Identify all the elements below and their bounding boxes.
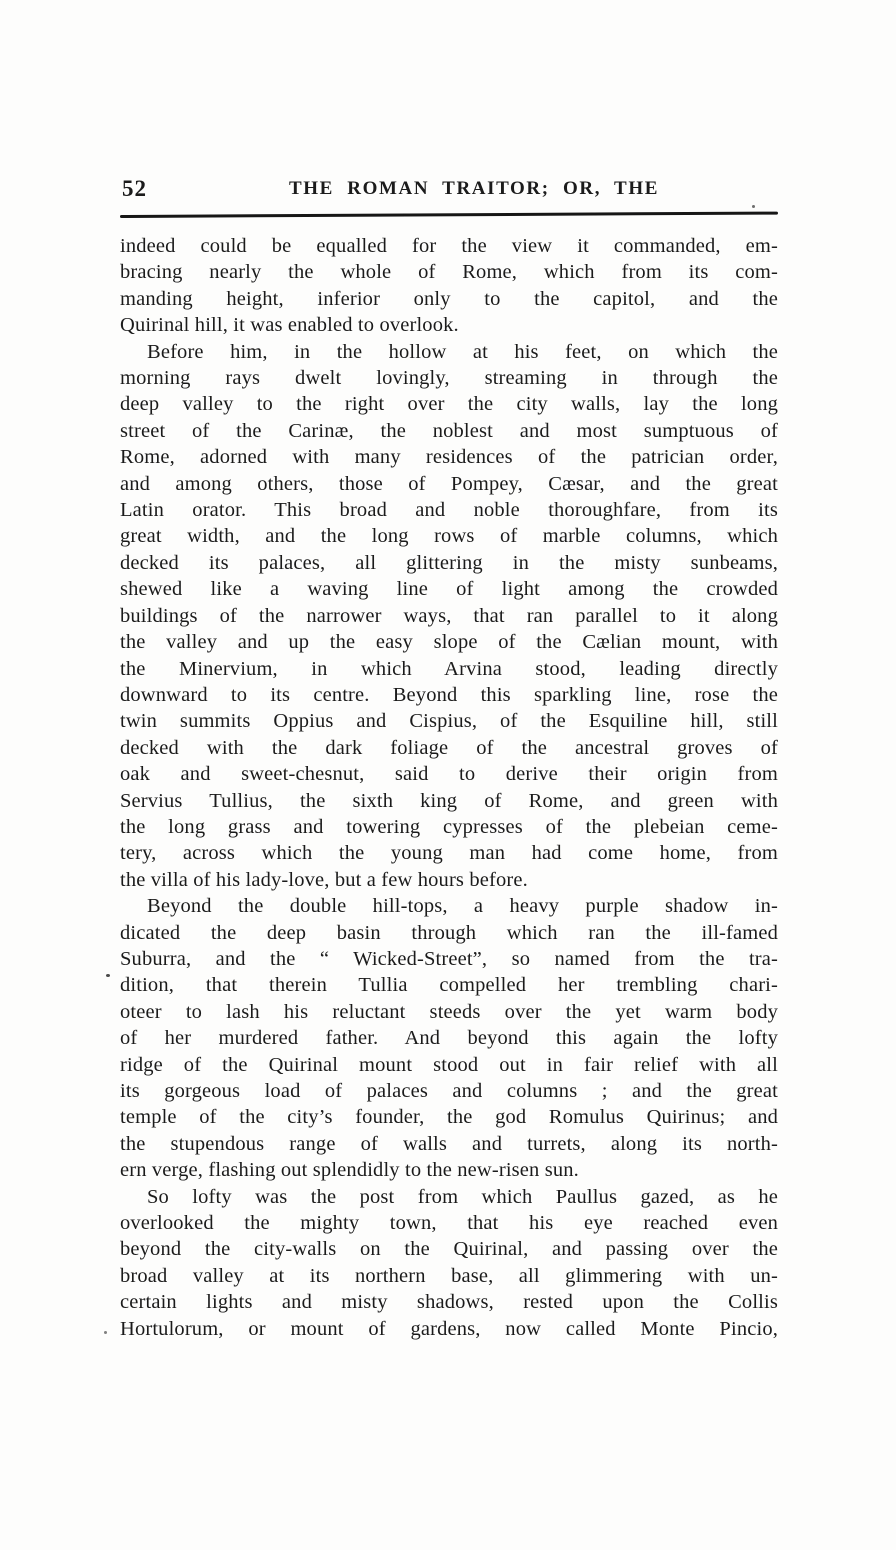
text-line: bracing nearly the whole of Rome, which from its com- — [120, 261, 778, 284]
page-body — [120, 233, 778, 1342]
text-line: manding height, inferior only to the capitol, and the — [120, 287, 778, 310]
text-line: Before him, in the hollow at his feet, on which the — [147, 340, 778, 363]
text-line: of her murdered father. And beyond this again the lofty — [120, 1027, 778, 1050]
text-line: Rome, adorned with many residences of the patrician order, — [120, 446, 778, 469]
text-line: decked its palaces, all glittering in the misty sunbeams, — [120, 551, 778, 574]
text-line: Quirinal hill, it was enabled to overlook. — [120, 314, 459, 337]
text-line: dicated the deep basin through which ran the ill-famed — [120, 921, 778, 944]
text-line: oteer to lash his reluctant steeds over the yet warm body — [120, 1000, 778, 1023]
text-line: morning rays dwelt lovingly, streaming in through the — [120, 367, 778, 390]
text-line: the stupendous range of walls and turrets, along its north- — [120, 1132, 778, 1155]
text-line: and among others, those of Pompey, Cæsar, and the great — [120, 472, 778, 495]
text-line: great width, and the long rows of marble columns, which — [120, 525, 778, 548]
text-line: dition, that therein Tullia compelled her trembling chari- — [120, 974, 778, 997]
text-line: ern verge, flashing out splendidly to the new-risen sun. — [120, 1159, 579, 1182]
text-line: Hortulorum, or mount of gardens, now called Monte Pincio, — [120, 1317, 778, 1340]
text-line: temple of the city’s founder, the god Romulus Quirinus; and — [120, 1106, 778, 1129]
text-line: overlooked the mighty town, that his eye reached even — [120, 1212, 778, 1235]
text-line: Latin orator. This broad and noble thoroughfare, from its — [120, 499, 778, 522]
text-line: shewed like a waving line of light among the crowded — [120, 578, 778, 601]
text-line: certain lights and misty shadows, rested upon the Collis — [120, 1291, 778, 1314]
text-line: decked with the dark foliage of the ancestral groves of — [120, 736, 778, 759]
text-line: street of the Carinæ, the noblest and most sumptuous of — [120, 419, 778, 442]
page-number: 52 — [122, 176, 147, 201]
text-line: the Minervium, in which Arvina stood, leading directly — [120, 657, 778, 680]
text-line: broad valley at its northern base, all glimmering with un- — [120, 1264, 778, 1287]
text-line: downward to its centre. Beyond this sparkling line, rose the — [120, 683, 778, 706]
text-line: twin summits Oppius and Cispius, of the Esquiline hill, still — [120, 710, 778, 733]
text-line: oak and sweet-chesnut, said to derive their origin from — [120, 763, 778, 786]
text-line: the long grass and towering cypresses of the plebeian ceme- — [120, 815, 778, 838]
text-line: beyond the city-walls on the Quirinal, and passing over the — [120, 1238, 778, 1261]
scan-artifact — [752, 205, 755, 208]
book-page — [120, 0, 778, 1342]
text-line: indeed could be equalled for the view it commanded, em- — [120, 235, 778, 257]
header-rule — [120, 212, 778, 218]
text-line: the valley and up the easy slope of the Cælian mount, with — [120, 631, 778, 654]
text-line: its gorgeous load of palaces and columns ; and the great — [120, 1080, 778, 1102]
text-line: Beyond the double hill-tops, a heavy purple shadow in- — [147, 895, 778, 918]
running-title: THE ROMAN TRAITOR; OR, THE — [289, 178, 659, 199]
page-header — [120, 176, 778, 206]
text-line: deep valley to the right over the city walls, lay the long — [120, 393, 778, 416]
text-line: buildings of the narrower ways, that ran parallel to it along — [120, 604, 778, 627]
scan-artifact — [106, 974, 110, 977]
text-line: Servius Tullius, the sixth king of Rome, and green with — [120, 789, 778, 812]
text-line: tery, across which the young man had come home, from — [120, 842, 778, 865]
text-line: ridge of the Quirinal mount stood out in fair relief with all — [120, 1053, 778, 1076]
scan-artifact — [104, 1331, 107, 1334]
text-line: So lofty was the post from which Paullus gazed, as he — [147, 1185, 778, 1208]
text-line: the villa of his lady-love, but a few hours before. — [120, 868, 528, 891]
text-line: Suburra, and the “ Wicked-Street”, so named from the tra- — [120, 947, 778, 970]
